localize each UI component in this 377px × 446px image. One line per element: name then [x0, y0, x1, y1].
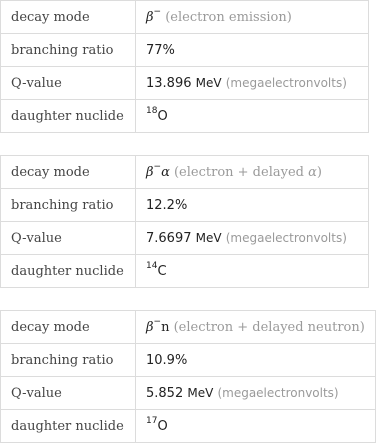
branching-ratio-label: branching ratio — [1, 189, 136, 222]
description-pre: (electron + delayed — [173, 164, 309, 180]
row-daughter-nuclide — [1, 410, 376, 443]
daughter-nuclide-value — [136, 410, 376, 443]
row-branching-ratio — [1, 34, 369, 67]
row-daughter-nuclide — [1, 100, 369, 133]
decay-mode-description: (electron + delayed neutron) — [173, 319, 365, 335]
q-value-unit: MeV — [195, 230, 222, 245]
alpha-symbol: α — [161, 164, 170, 180]
minus-superscript: − — [153, 161, 162, 172]
decay-mode-description — [174, 165, 322, 180]
branching-ratio-value: 10.9% — [136, 344, 376, 377]
mass-number: 17 — [146, 415, 158, 426]
beta-symbol: β — [146, 164, 154, 180]
row-decay-mode — [1, 311, 376, 344]
daughter-nuclide-value — [136, 255, 369, 288]
element-symbol: C — [157, 263, 167, 279]
description-post: ) — [316, 164, 322, 180]
q-value-unit: MeV — [187, 385, 214, 400]
description-alpha: α — [308, 164, 317, 180]
q-value-label: Q-value — [1, 67, 136, 100]
q-value-number: 13.896 — [146, 75, 192, 91]
row-branching-ratio — [1, 344, 376, 377]
q-value-number: 7.6697 — [146, 230, 192, 246]
decay-mode-label: decay mode — [1, 311, 136, 344]
mass-number: 14 — [146, 260, 158, 271]
decay-mode-value — [136, 156, 369, 189]
q-value-unit-full: (megaelectronvolts) — [225, 230, 347, 245]
row-branching-ratio — [1, 189, 369, 222]
q-value-label: Q-value — [1, 222, 136, 255]
q-value-label: Q-value — [1, 377, 136, 410]
q-value-number: 5.852 — [146, 385, 184, 401]
q-value-value — [136, 222, 369, 255]
row-q-value — [1, 67, 369, 100]
element-symbol: O — [157, 418, 168, 434]
decay-mode-value — [136, 311, 376, 344]
row-decay-mode — [1, 156, 369, 189]
q-value-unit-full: (megaelectronvolts) — [217, 385, 339, 400]
decay-table-3 — [0, 310, 376, 443]
mass-number: 18 — [146, 105, 158, 116]
decay-mode-label: decay mode — [1, 156, 136, 189]
q-value-unit-full: (megaelectronvolts) — [225, 75, 347, 90]
row-decay-mode — [1, 1, 369, 34]
decay-mode-label: decay mode — [1, 1, 136, 34]
branching-ratio-value: 12.2% — [136, 189, 369, 222]
daughter-nuclide-label: daughter nuclide — [1, 255, 136, 288]
daughter-nuclide-value — [136, 100, 369, 133]
branching-ratio-label: branching ratio — [1, 34, 136, 67]
decay-table-1 — [0, 0, 369, 133]
beta-symbol: β — [146, 319, 154, 335]
branching-ratio-label: branching ratio — [1, 344, 136, 377]
row-daughter-nuclide — [1, 255, 369, 288]
row-q-value — [1, 377, 376, 410]
q-value-unit: MeV — [195, 75, 222, 90]
daughter-nuclide-label: daughter nuclide — [1, 410, 136, 443]
neutron-symbol: n — [161, 319, 170, 335]
beta-symbol: β — [146, 9, 154, 25]
minus-superscript: − — [153, 316, 162, 327]
branching-ratio-value: 77% — [136, 34, 369, 67]
element-symbol: O — [157, 108, 168, 124]
daughter-nuclide-label: daughter nuclide — [1, 100, 136, 133]
decay-mode-description: (electron emission) — [165, 9, 292, 25]
minus-superscript: − — [153, 6, 162, 17]
q-value-value — [136, 377, 376, 410]
decay-mode-value — [136, 1, 369, 34]
decay-table-2 — [0, 155, 369, 288]
q-value-value — [136, 67, 369, 100]
row-q-value — [1, 222, 369, 255]
